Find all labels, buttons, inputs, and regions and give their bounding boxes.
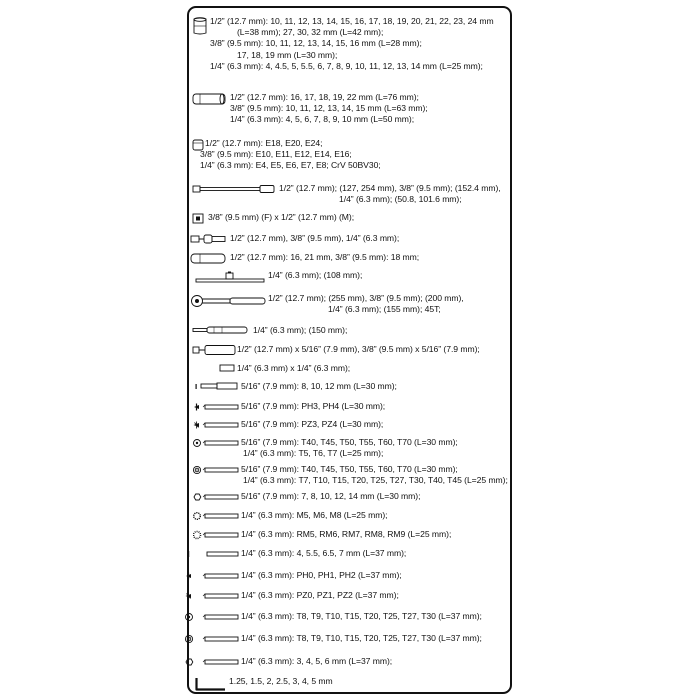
spec-line: 1.25, 1.5, 2, 2.5, 3, 4, 5 mm xyxy=(229,676,333,686)
deep-socket-icon xyxy=(192,17,208,35)
adapter-icon xyxy=(192,213,206,224)
spec-text xyxy=(237,344,480,355)
spec-line: 3/8” (9.5 mm) (F) x 1/2” (12.7 mm) (M); xyxy=(208,212,355,222)
screwdriver-handle-icon xyxy=(192,326,250,334)
spec-text xyxy=(241,381,397,392)
spec-text xyxy=(241,510,387,521)
spec-line: 17, 18, 19 mm (L=30 mm); xyxy=(237,49,338,60)
spec-text xyxy=(253,325,347,336)
slotted-bit-small-icon xyxy=(185,549,239,559)
spec-line: 1/4” (6.3 mm): 4, 4.5, 5, 5.5, 6, 7, 8, 9, 10, 11, 12, 13, 14 mm (L=25 mm); xyxy=(210,60,483,71)
spec-text xyxy=(241,464,508,486)
ribe-bit-icon xyxy=(193,530,239,540)
spec-line: 1/4” (6.3 mm): E4, E5, E6, E7, E8; CrV 50BV30; xyxy=(200,160,381,171)
spec-line: 1/4” (6.3 mm): PH0, PH1, PH2 (L=37 mm); xyxy=(241,570,402,580)
security-torx-bit-small-icon xyxy=(185,634,239,644)
spec-line: 1/4” (6.3 mm): T5, T6, T7 (L=25 mm); xyxy=(243,448,384,459)
slotted-bit-icon xyxy=(195,382,239,390)
spec-text xyxy=(230,233,399,244)
torx-bit-icon xyxy=(193,438,239,448)
spec-line: 5/16” (7.9 mm): PZ3, PZ4 (L=30 mm); xyxy=(241,419,384,429)
pozidriv-bit-small-icon xyxy=(185,591,239,601)
spec-text xyxy=(241,590,399,601)
spec-text xyxy=(268,270,362,281)
spec-line: 3/8” (9.5 mm): E10, E11, E12, E14, E16; xyxy=(200,149,352,160)
spec-text xyxy=(210,16,494,72)
ratchet-icon xyxy=(190,294,266,308)
hex-bit-small-icon xyxy=(185,657,239,667)
universal-joint-icon xyxy=(190,234,226,244)
spec-line: 3/8” (9.5 mm): 10, 11, 12, 13, 14, 15, 16 mm (L=28 mm); xyxy=(210,38,422,49)
spec-line: 1/4” (6.3 mm): PZ0, PZ1, PZ2 (L=37 mm); xyxy=(241,590,399,600)
spec-line: 1/4” (6.3 mm) x 1/4” (6.3 mm); xyxy=(237,363,351,373)
spec-line: 5/16” (7.9 mm): T40, T45, T50, T55, T60, T70 (L=30 mm); xyxy=(241,464,458,474)
spec-text xyxy=(230,92,428,126)
long-socket-icon xyxy=(192,93,226,105)
spec-text xyxy=(241,548,406,559)
pozidriv-bit-icon xyxy=(193,420,239,430)
spec-text xyxy=(241,529,451,540)
bit-holder-icon xyxy=(219,364,235,372)
spec-text xyxy=(241,570,402,581)
spec-line: 1/4” (6.3 mm): T7, T10, T15, T20, T25, T27, T30, T40, T45 (L=25 mm); xyxy=(243,475,508,486)
spec-line: 1/2” (12.7 mm); (255 mm), 3/8” (9.5 mm); (200 mm), xyxy=(268,293,464,303)
spec-text xyxy=(279,183,501,205)
torx-bit-small-icon xyxy=(185,612,239,622)
spec-line: 1/4” (6.3 mm): RM5, RM6, RM7, RM8, RM9 (L=25 mm); xyxy=(241,529,452,539)
t-bar-icon xyxy=(195,271,265,285)
spec-line: 5/16” (7.9 mm): 8, 10, 12 mm (L=30 mm); xyxy=(241,381,397,391)
spec-line: 1/4” (6.3 mm); (150 mm); xyxy=(253,325,348,335)
hex-bit-icon xyxy=(193,492,239,502)
phillips-bit-icon xyxy=(193,402,239,412)
spec-line: 3/8” (9.5 mm): 10, 11, 12, 13, 14, 15 mm (L=63 mm); xyxy=(230,103,428,114)
spec-text xyxy=(241,437,458,459)
spec-line: 5/16” (7.9 mm): T40, T45, T50, T55, T60, T70 (L=30 mm); xyxy=(241,437,458,447)
spec-line: 1/2” (12.7 mm) x 5/16” (7.9 mm), 3/8” (9.5 mm) x 5/16” (7.9 mm); xyxy=(237,344,480,354)
phillips-bit-small-icon xyxy=(185,571,239,581)
spec-text xyxy=(241,611,482,622)
spec-text xyxy=(237,363,350,374)
spec-text xyxy=(241,633,482,644)
spec-text xyxy=(241,491,420,502)
spec-line: 1/4” (6.3 mm); (108 mm); xyxy=(268,270,363,280)
spec-line: 1/4” (6.3 mm); (155 mm); 45T; xyxy=(328,304,441,315)
spec-line: 5/16” (7.9 mm): 7, 8, 10, 12, 14 mm (L=30 mm); xyxy=(241,491,421,501)
spec-line: 1/4” (6.3 mm); (50.8, 101.6 mm); xyxy=(339,194,462,205)
spec-line: 1/4” (6.3 mm): 4, 5, 6, 7, 8, 9, 10 mm (L=50 mm); xyxy=(230,114,415,125)
spec-text xyxy=(208,212,354,223)
spec-text xyxy=(229,676,333,687)
spec-line: 1/4” (6.3 mm): M5, M6, M8 (L=25 mm); xyxy=(241,510,388,520)
spec-line: 1/2” (12.7 mm): 10, 11, 12, 13, 14, 15, 16, 17, 18, 19, 20, 21, 22, 23, 24 mm xyxy=(210,16,494,26)
spec-line: 1/4” (6.3 mm): T8, T9, T10, T15, T20, T25, T27, T30 (L=37 mm); xyxy=(241,611,482,621)
spec-line: 1/2” (12.7 mm): 16, 21 mm, 3/8” (9.5 mm): 18 mm; xyxy=(230,252,420,262)
spec-text xyxy=(241,656,392,667)
spec-text xyxy=(230,252,419,263)
spline-bit-icon xyxy=(193,511,239,521)
spec-text xyxy=(200,138,381,172)
spec-line: 1/4” (6.3 mm): 3, 4, 5, 6 mm (L=37 mm); xyxy=(241,656,393,666)
spec-line: 1/4” (6.3 mm): T8, T9, T10, T15, T20, T25, T27, T30 (L=37 mm); xyxy=(241,633,482,643)
bit-adapter-icon xyxy=(192,345,236,355)
spec-text xyxy=(241,401,385,412)
spec-line: 1/2” (12.7 mm): 16, 17, 18, 19, 22 mm (L=76 mm); xyxy=(230,92,419,102)
spark-plug-socket-icon xyxy=(190,253,226,264)
spec-line: 1/2” (12.7 mm); (127, 254 mm), 3/8” (9.5 mm); (152.4 mm), xyxy=(279,183,501,193)
spec-text xyxy=(241,419,383,430)
security-torx-bit-icon xyxy=(193,465,239,475)
extension-bar-icon xyxy=(192,184,276,194)
spec-text xyxy=(268,293,464,315)
spec-line: 1/4” (6.3 mm): 4, 5.5, 6.5, 7 mm (L=37 mm); xyxy=(241,548,407,558)
hex-key-icon xyxy=(195,677,227,691)
spec-line: 1/2” (12.7 mm): E18, E20, E24; xyxy=(205,138,323,148)
spec-line: 5/16” (7.9 mm): PH3, PH4 (L=30 mm); xyxy=(241,401,386,411)
spec-line: 1/2” (12.7 mm), 3/8” (9.5 mm), 1/4” (6.3 mm); xyxy=(230,233,400,243)
spec-line: (L=38 mm); 27, 30, 32 mm (L=42 mm); xyxy=(237,27,384,38)
